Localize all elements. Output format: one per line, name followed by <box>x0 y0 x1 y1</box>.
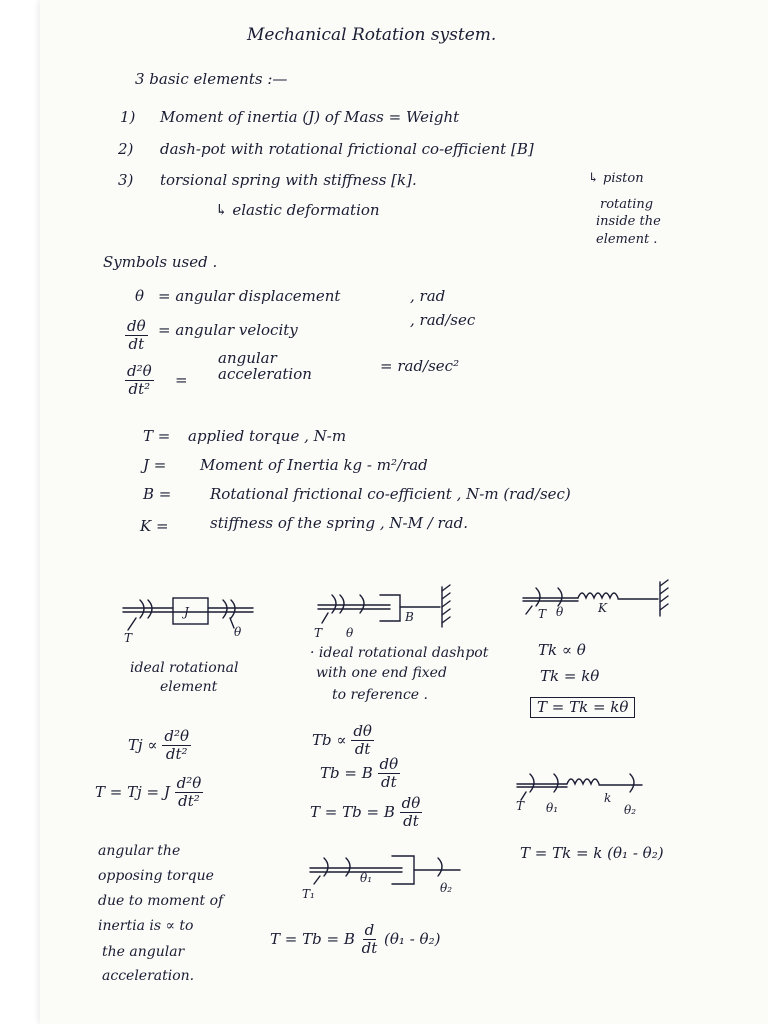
inertia-eq-2-pre: T = Tj = J <box>95 782 170 801</box>
dashpot-eq-3-den: dt <box>403 812 419 831</box>
dashpot2-equation <box>270 922 440 958</box>
dashpot-eq-1 <box>312 723 374 759</box>
piston-note-1: ↳ piston <box>588 171 644 186</box>
def-B-text: Rotational frictional co-efficient , N-m (rad/sec) <box>210 485 571 503</box>
acceleration-num: d²θ <box>127 362 152 380</box>
spring-diagram <box>518 580 678 630</box>
inertia-eq-2-num: d²θ <box>176 774 202 792</box>
velocity-den: dt <box>128 335 145 354</box>
acceleration-desc-2: acceleration <box>218 365 312 383</box>
dashpot-eq-1-den: dt <box>354 740 371 759</box>
piston-note-4: element . <box>596 232 658 247</box>
dashpot-caption-1: · ideal rotational dashpot <box>310 645 489 661</box>
note-line-1: angular the <box>98 843 181 859</box>
dashpot2-theta2-label: θ₂ <box>440 881 453 895</box>
element-1-num: 1) <box>120 108 136 126</box>
dashpot-diagram <box>310 583 460 643</box>
dashpot-B-label: B <box>405 610 414 624</box>
elastic-note: ↳ elastic deformation <box>215 201 380 219</box>
symbol-theta-desc: = angular displacement <box>158 287 341 305</box>
dashpot-eq-3-pre: T = Tb = B <box>310 802 395 821</box>
inertia-eq-1-num: d²θ <box>164 727 190 745</box>
spring-eq-boxed: T = Tk = kθ <box>530 697 635 718</box>
inertia-eq-1 <box>128 728 191 764</box>
dashpot-eq-2 <box>320 756 400 792</box>
dashpot2-theta1-label: θ₁ <box>360 871 373 885</box>
dashpot-torque-label: T <box>314 626 323 640</box>
notebook-page <box>40 0 768 1024</box>
dashpot2-eq-pre: T = Tb = B <box>270 929 355 948</box>
symbol-velocity-desc: = angular velocity <box>158 321 298 339</box>
dashpot-eq-2-den: dt <box>381 773 397 792</box>
spring2-torque-label: T <box>516 799 525 813</box>
page-title: Mechanical Rotation system. <box>247 25 497 45</box>
inertia-eq-2 <box>95 775 203 811</box>
symbol-theta-unit: , rad <box>410 287 446 305</box>
inertia-torque-label: T <box>124 631 133 645</box>
piston-note-2: rotating <box>600 197 654 212</box>
symbol-velocity <box>125 318 148 354</box>
symbols-heading: Symbols used . <box>103 253 218 271</box>
def-K-text: stiffness of the spring , N-M / rad. <box>210 514 468 532</box>
dashpot-two-angle-diagram <box>302 848 472 902</box>
spring-theta-label: θ <box>556 605 564 619</box>
symbol-theta: θ <box>135 287 145 305</box>
spring-eq-2: Tk = kθ <box>540 667 600 685</box>
spring-torque-label: T <box>538 607 547 621</box>
dashpot-eq-3-num: dθ <box>401 794 421 812</box>
inertia-eq-1-den: dt² <box>165 745 188 764</box>
acceleration-unit: = rad/sec² <box>380 357 460 375</box>
inertia-eq-2-den: dt² <box>178 792 200 811</box>
def-J-sym: J = <box>143 456 167 474</box>
inertia-element-diagram <box>118 588 258 648</box>
spring2-theta1-label: θ₁ <box>546 801 559 815</box>
spring-K-label: K <box>598 601 607 615</box>
spring2-k-label: k <box>604 791 612 805</box>
dashpot-eq-1-pre: Tb ∝ <box>312 730 347 749</box>
dashpot2-eq-post: (θ₁ - θ₂) <box>384 929 441 948</box>
dashpot2-T1-label: T₁ <box>302 887 315 901</box>
inertia-theta-label: θ <box>234 625 242 639</box>
acceleration-den: dt² <box>128 380 151 399</box>
dashpot-caption-2: with one end fixed <box>316 665 447 681</box>
def-J-text: Moment of Inertia kg - m²/rad <box>200 456 428 474</box>
symbol-velocity-unit: , rad/sec <box>410 311 476 329</box>
note-line-2: opposing torque <box>98 868 214 884</box>
spring-two-angle-diagram <box>512 768 662 818</box>
dashpot-eq-3 <box>310 795 422 831</box>
note-line-4: inertia is ∝ to <box>98 918 194 934</box>
dashpot2-eq-den: dt <box>361 939 378 958</box>
note-line-5: the angular <box>102 944 185 960</box>
note-line-6: acceleration. <box>102 968 195 984</box>
acceleration-desc-1: angular <box>218 349 277 367</box>
dashpot-eq-2-num: dθ <box>379 755 399 773</box>
def-T-text: applied torque , N-m <box>188 427 347 445</box>
def-K-sym: K = <box>140 517 169 535</box>
intro-line: 3 basic elements :— <box>135 70 288 88</box>
dashpot-theta-label: θ <box>346 626 354 640</box>
inertia-caption-1: ideal rotational <box>130 660 239 676</box>
velocity-num: dθ <box>127 317 146 335</box>
dashpot-caption-3: to reference . <box>332 687 428 703</box>
element-2-text: dash-pot with rotational frictional co-efficient [B] <box>160 140 534 158</box>
element-3-num: 3) <box>118 171 134 189</box>
acceleration-eq: = <box>175 371 188 389</box>
note-line-3: due to moment of <box>98 893 224 909</box>
spring2-equation: T = Tk = k (θ₁ - θ₂) <box>520 844 664 862</box>
inertia-eq-1-pre: Tj ∝ <box>128 735 158 754</box>
symbol-acceleration <box>125 363 154 399</box>
element-3-text: torsional spring with stiffness [k]. <box>160 171 417 189</box>
def-T-sym: T = <box>143 427 171 445</box>
spring2-theta2-label: θ₂ <box>624 803 637 817</box>
dashpot2-eq-num: d <box>364 921 375 939</box>
element-1-text: Moment of inertia (J) of Mass = Weight <box>160 108 460 126</box>
dashpot-eq-2-pre: Tb = B <box>320 763 373 782</box>
piston-note-3: inside the <box>596 214 661 229</box>
element-2-num: 2) <box>118 140 134 158</box>
def-B-sym: B = <box>143 485 172 503</box>
dashpot-eq-1-num: dθ <box>353 722 372 740</box>
spring-eq-1: Tk ∝ θ <box>538 641 586 659</box>
inertia-caption-2: element <box>160 679 218 695</box>
mass-box-label: J <box>184 605 189 619</box>
